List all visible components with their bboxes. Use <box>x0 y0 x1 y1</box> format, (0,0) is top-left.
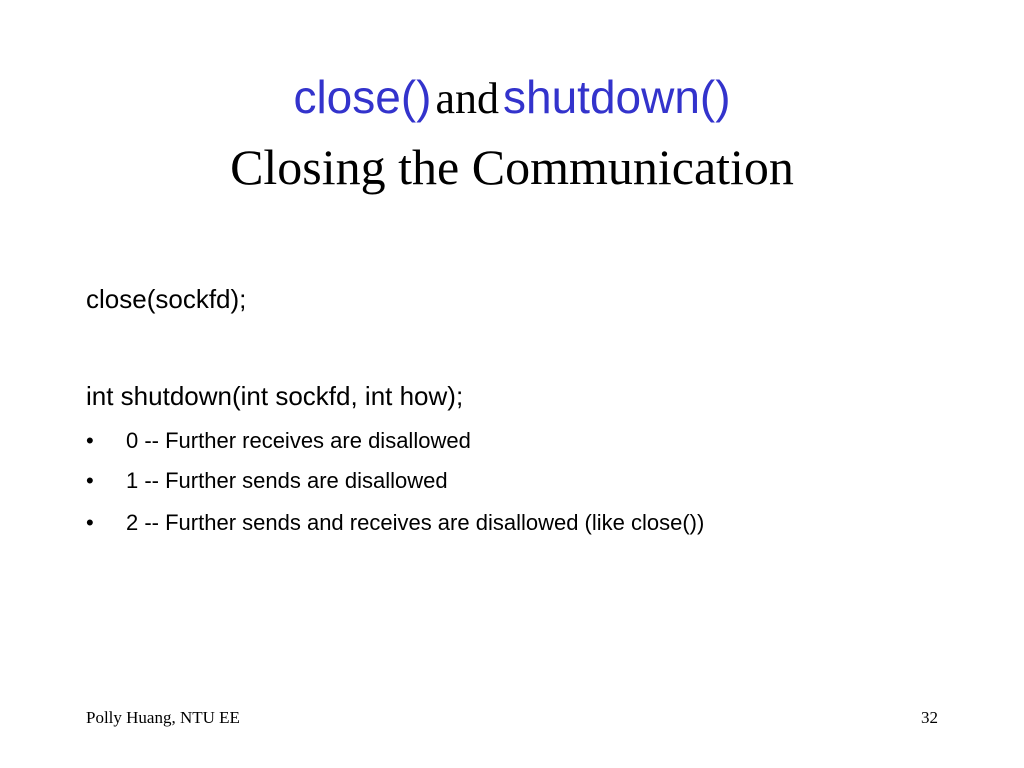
title-func-close: close() <box>293 71 432 123</box>
bullet-text: 1 -- Further sends are disallowed <box>126 468 448 493</box>
bullet-item <box>86 427 471 455</box>
title-func-shutdown: shutdown() <box>503 71 731 123</box>
footer-author: Polly Huang, NTU EE <box>86 708 240 727</box>
title-line-functions <box>0 62 1024 132</box>
bullet-text: 2 -- Further sends and receives are disallowed (like close()) <box>126 510 705 535</box>
bullet-icon: • <box>86 510 94 535</box>
bullet-item <box>86 467 448 495</box>
body-line-close-call: close(sockfd); <box>86 284 247 314</box>
title-subtitle: Closing the Communication <box>230 139 794 195</box>
bullet-text: 0 -- Further receives are disallowed <box>126 428 471 453</box>
bullet-icon: • <box>86 428 94 453</box>
footer-page-number: 32 <box>921 708 938 727</box>
title-conjunction: and <box>435 74 499 123</box>
bullet-item <box>86 509 704 537</box>
bullet-icon: • <box>86 468 94 493</box>
slide-title <box>0 62 1024 200</box>
body-line-shutdown-signature: int shutdown(int sockfd, int how); <box>86 381 464 411</box>
